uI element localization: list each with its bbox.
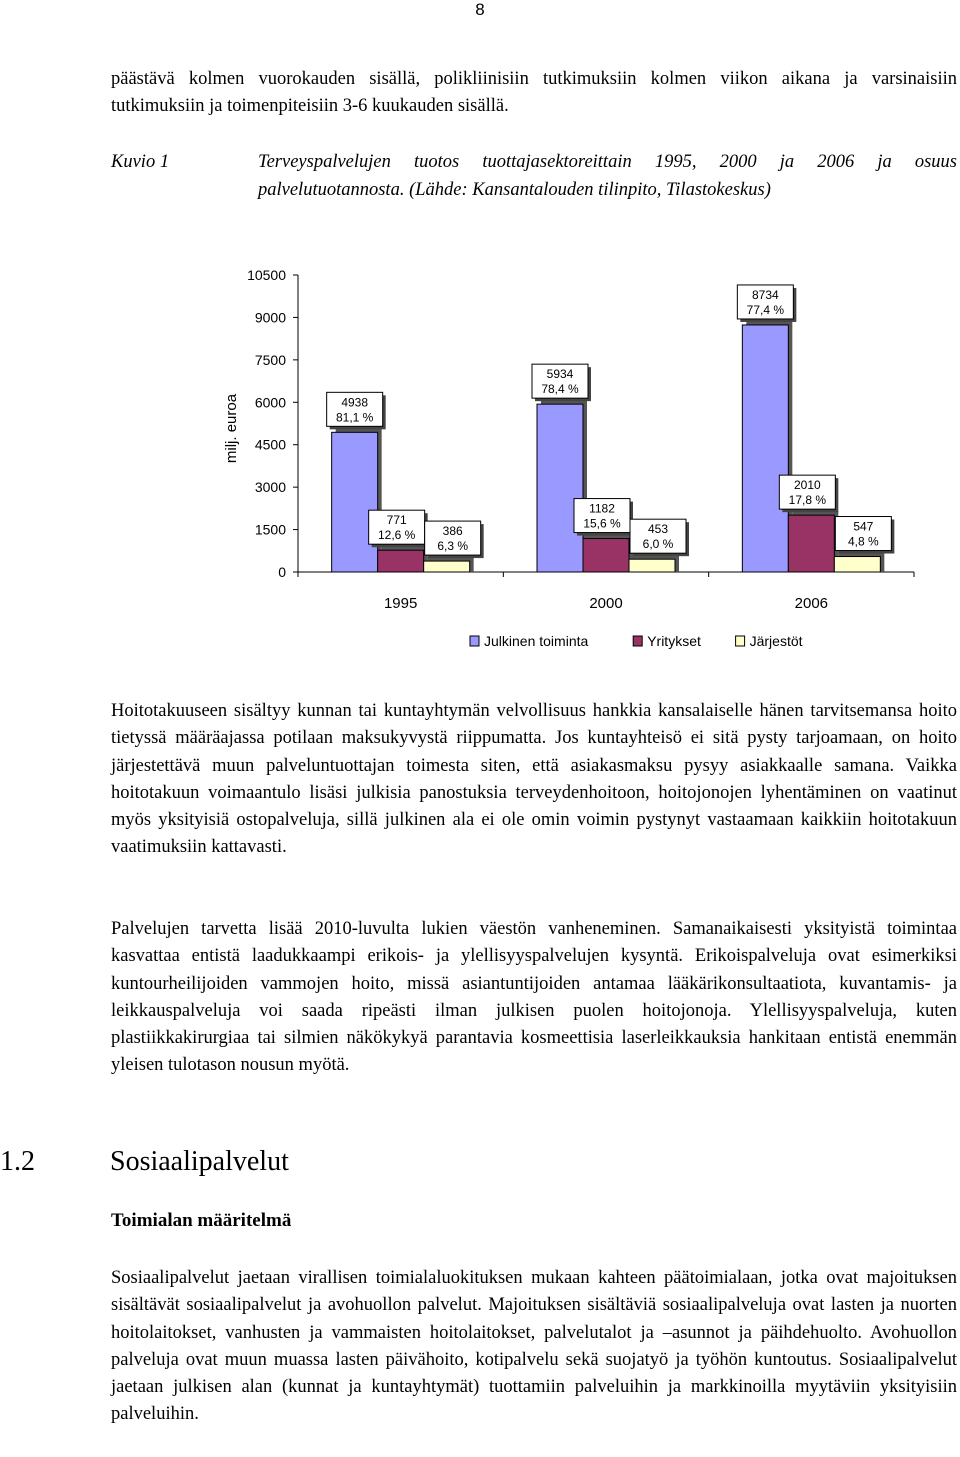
figure-caption-source: (Lähde: Kansantalouden tilinpito, Tilastokeskus) <box>409 180 771 200</box>
bar <box>742 325 788 572</box>
data-label-value: 386 <box>442 524 463 539</box>
legend-swatch <box>736 636 745 646</box>
intro-paragraph: päästävä kolmen vuorokauden sisällä, polikliinisiin tutkimuksiin kolmen viikon aikana ja varsinaisiin tutkimuksiin ja toimenpiteisiin 3-6 kuukauden sisällä. <box>111 69 957 117</box>
section-number: 1.2 <box>0 1146 35 1177</box>
legend-label: Julkinen toiminta <box>484 633 589 649</box>
section-title: Sosiaalipalvelut <box>110 1146 289 1177</box>
data-label-percent: 6,0 % <box>642 537 674 552</box>
data-label-value: 2010 <box>793 478 821 493</box>
data-label-value: 547 <box>853 519 874 534</box>
y-tick-label: 0 <box>278 564 286 580</box>
bar <box>583 539 629 572</box>
bar <box>834 557 880 572</box>
x-tick-label: 2000 <box>589 595 623 612</box>
bar <box>332 432 378 572</box>
data-label-value: 771 <box>386 513 407 528</box>
bar <box>629 559 675 572</box>
y-tick-label: 4500 <box>254 436 286 453</box>
data-label-value: 1182 <box>589 501 615 516</box>
data-label-value: 5934 <box>546 367 574 382</box>
data-label-percent: 81,1 % <box>335 410 374 425</box>
legend-label: Yritykset <box>647 633 701 649</box>
data-label-percent: 12,6 % <box>377 528 416 543</box>
y-tick-label: 7500 <box>254 351 286 368</box>
data-label-value: 8734 <box>751 287 779 302</box>
legend-swatch <box>470 636 479 646</box>
y-tick-label: 6000 <box>254 394 286 411</box>
x-tick-label: 1995 <box>383 595 418 612</box>
data-label-value: 4938 <box>341 395 369 410</box>
y-tick-label: 9000 <box>254 309 286 326</box>
data-label-value: 453 <box>647 522 669 537</box>
bar <box>424 561 470 572</box>
bar <box>378 550 424 572</box>
bar <box>537 404 583 572</box>
data-label-percent: 15,6 % <box>583 516 621 531</box>
y-tick-label: 3000 <box>254 479 286 496</box>
data-label-percent: 4,8 % <box>847 534 879 549</box>
data-label-percent: 77,4 % <box>746 302 785 317</box>
bar-chart <box>0 250 960 690</box>
figure-label: Kuvio 1 <box>111 152 170 172</box>
y-tick-label: 1500 <box>254 521 286 538</box>
bar <box>788 515 834 572</box>
figure-caption-main: Terveyspalvelujen tuotos tuottajasektoreittain 1995, 2000 ja 2006 ja osuus palvelutuotannosta. <box>258 152 957 200</box>
data-label-percent: 17,8 % <box>788 493 827 508</box>
figure-caption <box>258 148 957 204</box>
x-tick-label: 2006 <box>794 595 829 612</box>
legend-label: Järjestöt <box>749 633 803 649</box>
legend-swatch <box>633 636 642 646</box>
paragraph-palvelujen-tarve: Palvelujen tarvetta lisää 2010-luvulta lukien väestön vanheneminen. Samanaikaisesti yksityistä toimintaa kasvattaa entistä laadukkaampi erikois- ja ylellisyyspalvelujen kysyntä. Erikoispalveluja ovat esimerkiksi kuntourheilijoiden vammojen hoito, missä asiantuntijoiden antamaa lääkärikonsultaatiota, kuvantamis- ja leikkauspalveluja voi saada ripeästi ilman julkisen puolen hoitojonoja. Ylellisyyspalveluja, kuten plastiikkakirurgiaa tai silmien näkökykyä parantavia kosmeettisia laserleikkauksia hankitaan entistä enemmän yleisen tulotason nousun myötä. <box>111 919 957 1076</box>
paragraph-sosiaalipalvelut: Sosiaalipalvelut jaetaan virallisen toimialaluokituksen mukaan kahteen päätoimialaan, jotka ovat majoituksen sisältävät sosiaalipalvelut ja avohuollon palvelut. Majoituksen sisältäviä sosiaalipalveluja ovat lasten ja nuorten hoitolaitokset, vanhusten ja vammaisten hoitolaitokset, palvelutalot ja –asunnot ja päihdehuolto. Avohuollon palveluja ovat muun muassa lasten päivähoito, kotipalvelu sekä suojatyö ja työhön kuntoutus. Sosiaalipalvelut jaetaan julkisen alan (kunnat ja kuntayhtymät) tuottamiin palveluihin ja markkinoilla myytäviin yksityisiin palveluihin. <box>111 1268 957 1425</box>
data-label-percent: 6,3 % <box>437 539 469 554</box>
paragraph-hoitotakuu: Hoitotakuuseen sisältyy kunnan tai kuntayhtymän velvollisuus hankkia kansalaiselle hänen tarvitsemansa hoito tietyssä määräajassa potilaan maksukyvystä riippumatta. Jos kuntayhteisö ei sitä pysty tarjoamaan, on hoito järjestettävä muun palveluntuottajan toimesta siten, että asiakasmaksu pysyy asiakkaalle samana. Vaikka hoitotakuun voimaantulo lisäsi julkisia panostuksia terveydenhoitoon, hoitojonojen lyhentäminen on vaatinut myös yksityisiä ostopalveluja, sillä julkinen ala ei ole omin voimin pystynyt vastaamaan kaikkiin hoitotakuun vaatimuksiin kattavasti. <box>111 701 957 858</box>
page-number: 8 <box>475 0 485 19</box>
section-heading <box>0 1146 289 1178</box>
y-tick-label: 10500 <box>247 267 286 283</box>
subsection-heading: Toimialan määritelmä <box>111 1210 292 1231</box>
data-label-percent: 78,4 % <box>541 382 579 397</box>
y-axis-title: milj. euroa <box>223 393 240 464</box>
